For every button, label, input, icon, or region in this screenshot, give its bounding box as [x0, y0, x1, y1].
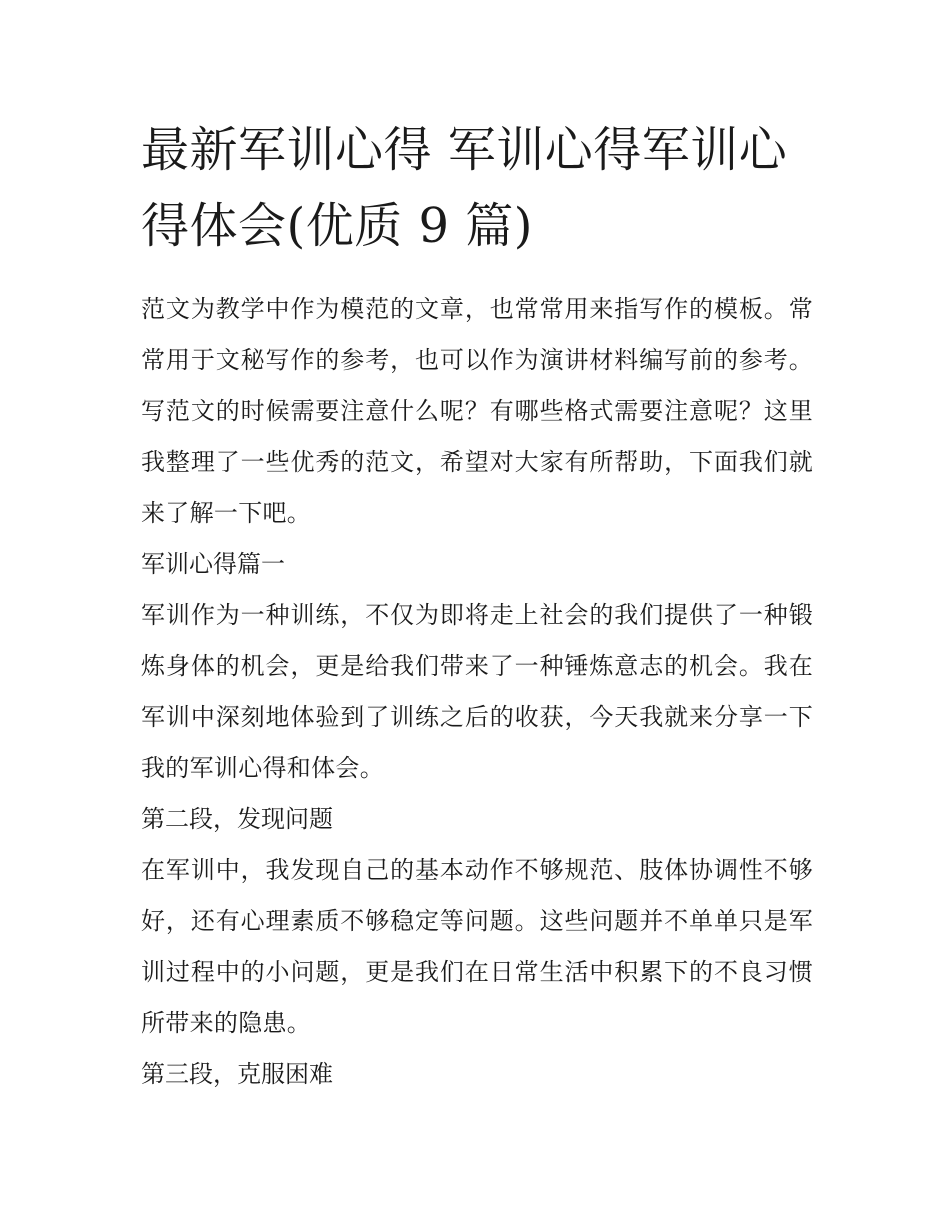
section-paragraph-2: 在军训中，我发现自己的基本动作不够规范、肢体协调性不够好，还有心理素质不够稳定等问题。这些问题并不单单只是军训过程中的小问题，更是我们在日常生活中积累下的不良习惯所带来的隐患。 [141, 856, 813, 1037]
section-paragraph-1: 军训作为一种训练，不仅为即将走上社会的我们提供了一种锻炼身体的机会，更是给我们带来了一种锤炼意志的机会。我在军训中深刻地体验到了训练之后的收获，今天我就来分享一下我的军训心得和体会。 [141, 601, 813, 782]
section-heading-2: 第二段，发现问题 [141, 805, 333, 833]
section-heading-3: 第三段，克服困难 [141, 1060, 333, 1088]
section-heading-1: 军训心得篇一 [141, 550, 285, 578]
document-title: 最新军训心得 军训心得军训心得体会(优质 9 篇) [141, 122, 788, 254]
document-page [141, 112, 813, 1100]
intro-paragraph: 范文为教学中作为模范的文章，也常常用来指写作的模板。常常用于文秘写作的参考，也可以作为演讲材料编写前的参考。写范文的时候需要注意什么呢？有哪些格式需要注意呢？这里我整理了一些优秀的范文，希望对大家有所帮助，下面我们就来了解一下吧。 [141, 295, 813, 527]
